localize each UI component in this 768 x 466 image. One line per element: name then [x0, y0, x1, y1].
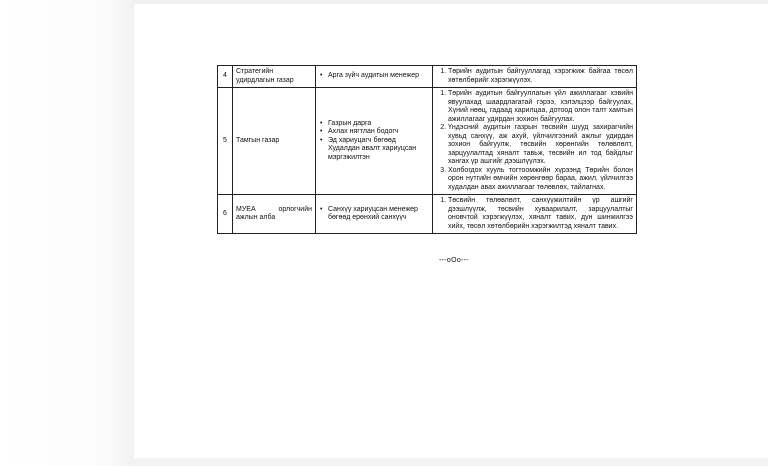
responsible-cell — [316, 88, 433, 195]
duties-cell — [433, 195, 637, 234]
unit-name-part: ажлын алба — [236, 214, 276, 221]
responsible-item: • Газрын дарга — [328, 120, 429, 129]
table-row — [218, 195, 637, 234]
responsible-item: • Арга зүйч аудитын менежер — [328, 72, 429, 81]
row-number: 6 — [218, 195, 233, 234]
responsible-cell — [316, 195, 433, 234]
table-row — [218, 66, 637, 88]
duty-item: 2. Үндэсний аудитын газрын төсвийн шууд захирагчийн хувьд санхүү, аж ахуй, үйлчилгээний ажлыг удирдан зохион байгуулж, төсвийн хөрөнгийн төлөвлөлт, зарцуулалтад хяналт тавьж, төсвийн ил тод байдлыг хангах үр ашгийг дээшлүүлэх. — [448, 124, 633, 167]
scan-left-margin — [0, 0, 134, 466]
duties-cell — [433, 88, 637, 195]
duty-item: 1. Төрийн аудитын байгууллагын үйл ажиллагааг хэвийн явуулахад шаардлагатай гэрээ, хэлэлцээр байгуулах, Хүний нөөц, гадаад харилцаа, дотоод олон талт хамтын ажиллагааг удирдан зохион байгуулах. — [448, 90, 633, 124]
document-page — [134, 4, 768, 458]
responsible-item: • Эд хариуцагч бөгөөд Худалдан авалт хариуцсан мэргэжилтэн — [328, 137, 429, 163]
end-mark: ---oOo--- — [439, 257, 469, 264]
duty-item: 1. Төсвийн төлөвлөлт, санхүүжилтийн үр ашгийг дээшлүүлж, төсвийн хуваарилалт, зарцуулалтыг оновчтой хэрэгжүүлэх, хяналт тавих, дун шинжилгээ хийх, төсөл хөтөлбөрийн хэрэгжилтэд хяналт тавих. — [448, 197, 633, 231]
unit-name: Стратегийн удирдлагын газар — [233, 66, 316, 88]
duties-cell — [433, 66, 637, 88]
unit-name-line — [236, 206, 312, 215]
duty-item: 3. Холбогдох хууль тогтоомжийн хүрээнд Төрийн болон орон нутгийн өмчийн хөрөнгөөр бараа, ажил, үйлчилгээ худалдан авах ажиллагааг төлөвлөх, тайлагнах. — [448, 167, 633, 193]
duty-item: 1. Төрийн аудитын байгууллагад хэрэгжиж байгаа төсөл хөтөлбөрийг хэрэгжүүлэх. — [448, 68, 633, 85]
row-number: 5 — [218, 88, 233, 195]
unit-name-part: МУЕА — [236, 205, 256, 213]
responsible-cell — [316, 66, 433, 88]
unit-name-part: орлогчийн — [278, 205, 312, 213]
table-row — [218, 88, 637, 195]
responsible-item: • Ахлах нягтлан бодогч — [328, 128, 429, 137]
row-number: 4 — [218, 66, 233, 88]
unit-name — [233, 195, 316, 234]
responsibility-table — [217, 65, 637, 234]
unit-name: Тамгын газар — [233, 88, 316, 195]
responsible-item: • Санхүү хариуцсан менежер бөгөөд ерөнхий санхүүч — [328, 206, 429, 223]
scan-bottom-strip — [134, 458, 768, 466]
